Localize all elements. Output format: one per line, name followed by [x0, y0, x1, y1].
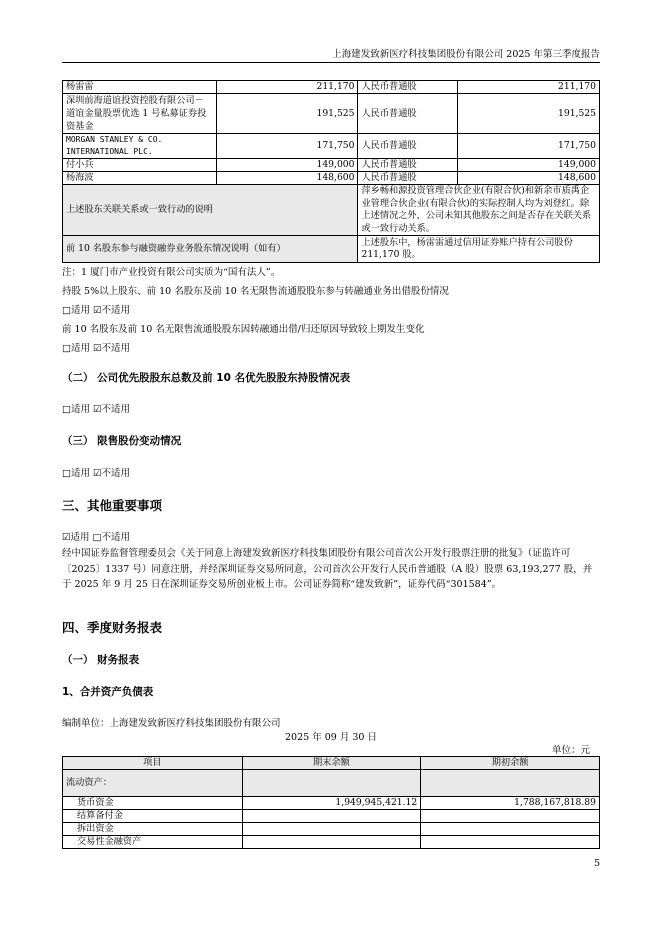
end-balance: [242, 836, 421, 849]
section-financial-statements: 四、季度财务报表: [62, 620, 163, 635]
table-row: [63, 159, 600, 172]
line-item: 结算备付金: [63, 810, 243, 823]
section-restricted-shares: （三） 限售股份变动情况: [62, 435, 182, 447]
report-header-title: 上海建发致新医疗科技集团股份有限公司 2025 年第三季度报告: [332, 49, 600, 60]
ipo-paragraph: 经中国证券监督管理委员会《关于同意上海建发致新医疗科技集团股份有限公司首次公开发行股票注册的批复》（证监许可〔2025〕1337 号）同意注册，并经深圳证券交易所同意，公司首次公开发行人民币普通股（A 股）股票 63,193,277 股，并于 2025 年 9 月 25 日在深圳证券交易所创业板上市。公司证券简称“建发致新”，证券代码“301584”。: [62, 548, 593, 590]
header-divider: [62, 62, 600, 63]
section-other-matters: 三、其他重要事项: [62, 498, 163, 513]
begin-balance: [421, 810, 600, 823]
share-count: 148,600: [458, 172, 600, 185]
empty-cell: [242, 770, 421, 797]
section-label: 流动资产：: [63, 770, 243, 797]
line-item: 货币资金: [63, 797, 243, 810]
table-row: [63, 770, 600, 797]
shareholder-shares: 211,170: [216, 81, 358, 94]
shareholder-shares: 149,000: [216, 159, 358, 172]
begin-balance: [421, 836, 600, 849]
applicability-status: □适用 ☑不适用: [62, 305, 131, 316]
table-row: [63, 134, 600, 159]
margin-text: 上述股东中，杨雷雷通过信用证券账户持有公司股份 211,170 股。: [358, 236, 600, 263]
shareholder-name: MORGAN STANLEY & CO. INTERNATIONAL PLC.: [63, 134, 217, 159]
end-balance: 1,949,945,421.12: [242, 797, 421, 810]
report-date: 2025 年 09 月 30 日: [285, 732, 377, 743]
share-count: 211,170: [458, 81, 600, 94]
table-row: [63, 836, 600, 849]
margin-label: 前 10 名股东参与融资融券业务股东情况说明（如有）: [63, 236, 358, 263]
line-item: 交易性金融资产: [63, 836, 243, 849]
table-row: [63, 797, 600, 810]
shareholder-name: 付小兵: [63, 159, 217, 172]
share-type: 人民币普通股: [358, 134, 458, 159]
table-row: [63, 94, 600, 134]
shareholder-name: 深圳前海道谊投资控股有限公司－道谊金量股票优选 1 号私募证券投资基金: [63, 94, 217, 134]
lending-title: 持股 5%以上股东、前 10 名股东及前 10 名无限售流通股股东参与转融通业务出借股份情况: [62, 286, 449, 297]
begin-balance: 1,788,167,818.89: [421, 797, 600, 810]
compiler-unit: 编制单位：上海建发致新医疗科技集团股份有限公司: [62, 718, 281, 729]
share-type: 人民币普通股: [358, 159, 458, 172]
shareholder-shares: 171,750: [216, 134, 358, 159]
table-row: [63, 81, 600, 94]
applicability-status: □适用 ☑不适用: [62, 468, 131, 479]
relation-label: 上述股东关联关系或一致行动的说明: [63, 185, 358, 236]
begin-balance: [421, 823, 600, 836]
shareholder-table: [62, 80, 600, 263]
table-row: [63, 810, 600, 823]
shareholder-shares: 191,525: [216, 94, 358, 134]
change-title: 前 10 名股东及前 10 名无限售流通股股东因转融通出借/归还原因导致较上期发生变化: [62, 324, 425, 335]
relation-text: 萍乡畅和源投资管理合伙企业(有限合伙)和新余市质禹企业管理合伙企业(有限合伙)的实际控制人均为刘登红。除上述情况之外，公司未知其他股东之间是否存在关联关系或一致行动关系。: [358, 185, 600, 236]
table-row: [63, 185, 600, 236]
line-item: 拆出资金: [63, 823, 243, 836]
section-preferred-shares: （二） 公司优先股股东总数及前 10 名优先股股东持股情况表: [62, 372, 351, 384]
currency-unit: 单位：元: [551, 745, 590, 756]
share-type: 人民币普通股: [358, 94, 458, 134]
applicability-status: □适用 ☑不适用: [62, 343, 131, 354]
section-balance-sheet: 1、合并资产负债表: [62, 686, 154, 698]
end-balance: [242, 823, 421, 836]
shareholder-shares: 148,600: [216, 172, 358, 185]
shareholder-name: 杨海波: [63, 172, 217, 185]
column-header: 期末余额: [242, 757, 421, 770]
share-type: 人民币普通股: [358, 81, 458, 94]
share-type: 人民币普通股: [358, 172, 458, 185]
table-note: 注：1 厦门市产业投资有限公司实质为“国有法人”。: [62, 267, 281, 278]
table-row: [63, 172, 600, 185]
share-count: 149,000: [458, 159, 600, 172]
table-row: [63, 823, 600, 836]
table-row: [63, 236, 600, 263]
shareholder-name: 杨雷雷: [63, 81, 217, 94]
share-count: 171,750: [458, 134, 600, 159]
column-header: 项目: [63, 757, 243, 770]
section-financial-reports: （一） 财务报表: [62, 654, 140, 666]
applicability-status: ☑适用 □不适用: [62, 532, 131, 543]
end-balance: [242, 810, 421, 823]
page-number: 5: [593, 858, 600, 869]
column-header: 期初余额: [421, 757, 600, 770]
applicability-status: □适用 ☑不适用: [62, 404, 131, 415]
empty-cell: [421, 770, 600, 797]
balance-sheet-table: [62, 756, 600, 849]
table-header-row: [63, 757, 600, 770]
share-count: 191,525: [458, 94, 600, 134]
